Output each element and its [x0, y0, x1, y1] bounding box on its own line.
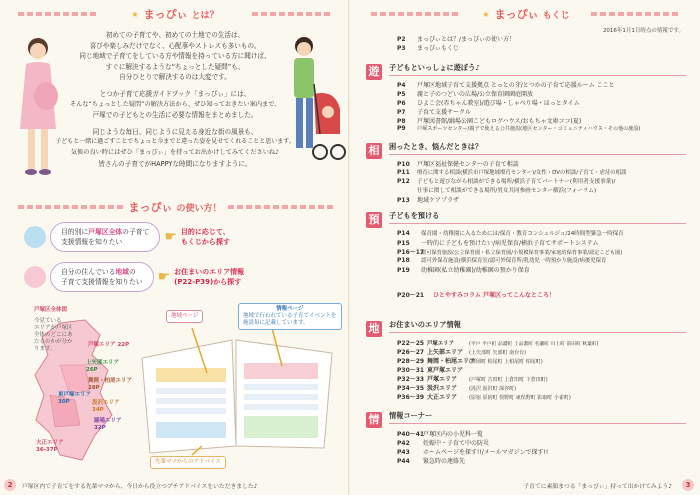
toc-item: P16～17認可保育施設(公立保育園・私立保育園/小規模保育事業/家庭的保育事業/認定こども園)	[397, 249, 623, 256]
intro-line: 子どもと一緒に過ごすことでちょっと今までと違った姿を見せてくれることと思います。	[55, 138, 295, 146]
decorative-wave	[228, 205, 333, 209]
intro-line: すぐに解決するような“ちょっとした疑問”も、	[105, 62, 245, 71]
section-divider	[389, 423, 686, 424]
footer-text: 子育てに素顔まつる「まっぴぃ」持って出かけてみよう♪	[523, 484, 672, 490]
usage-row-2	[24, 262, 244, 292]
category-badge-play: 遊	[366, 64, 382, 80]
intro-line: とつか子育て応援ガイドブック「まっぴぃ」には、	[99, 89, 251, 98]
category-badge-info: 情	[366, 412, 382, 428]
section-divider	[389, 154, 686, 155]
toc-item: P19 幼稚園(私立幼稚園)/幼稚園の預かり保育	[397, 267, 530, 274]
pointing-hand-icon: ☛	[157, 269, 171, 285]
intro-line: 気候の良い時にはぜひ「まっぴぃ」を持ってお出かけしてみてくださいね♪	[70, 148, 280, 156]
decorative-wave	[591, 12, 681, 16]
area-page-callout: 地域ページ	[166, 310, 203, 323]
intro-line: 喜びや楽しみだけでなく、心配事やストレスも多いもの。	[89, 41, 261, 50]
toc-item: P42 妊娠中・子育て中の防災	[397, 440, 490, 447]
toc-item: P28～29 舞岡・柏尾エリア(舞岡町 柏尾町 上柏尾町 柏尾町)	[397, 358, 543, 365]
map-area-label: 東戸塚エリア 30P	[58, 392, 92, 405]
toc-item: P8 戸塚図書館/踊場公園こどもログハウス/おもちゃ文庫ココ(夏)	[397, 118, 582, 125]
section-title: 子どもを預ける	[389, 211, 440, 220]
intro-line: そんな“ちょっとした疑問”の解決方法から、ぜひ知っておきたい案内まで、	[70, 100, 281, 108]
info-date: 2016年1月1日時点の情報です。	[602, 28, 684, 34]
section-divider	[389, 75, 686, 76]
toc-item: P6 ひよこ会(赤ちゃん教室)/遊び場・しゃべり場・ほっとタイム	[397, 100, 580, 107]
map-title: 戸塚区全体図	[34, 307, 68, 313]
usage-pill: 目的別に戸塚区全体の子育て 支援情報を知りたい	[50, 222, 160, 252]
toc-item: P44 緊急時の連絡先	[397, 458, 466, 465]
usage-goal: 目的に応じて、 もくじから探す	[180, 228, 230, 246]
page-number: 3	[682, 479, 694, 491]
star-icon: ★	[131, 9, 140, 19]
toc-item: P32～33 戸塚エリア (戸塚町 吉田町 上倉田町 下倉田町)	[397, 376, 548, 383]
section-title: 情報コーナー	[389, 411, 433, 420]
decorative-wave	[252, 12, 332, 16]
info-page-callout: 情報ページ 地域で行われている子育てイベントを 施設毎に記載しています。	[238, 303, 342, 330]
toc-item: P26～27 上矢部エリア (上矢部町 矢部町 南台台)	[397, 349, 527, 356]
open-book-illustration	[132, 318, 342, 458]
toc-item: 仕事に関して相談ができる場所/男女共同参画センター横浜(フォーラム)	[417, 188, 597, 194]
toc-item: P2 まっぴぃとは？/まっぴぃの使い方！	[397, 36, 516, 43]
usage-banner	[120, 199, 230, 215]
child-icon	[24, 226, 46, 248]
toc-item: P4 戸塚区地域子育て支援拠点 とっとの芽/とつかの子育て応援ルーム ここと	[397, 82, 615, 89]
toc-item: P14 保育園・幼稚園に入るためには/保育・教育コンシェルジュ/24時間型緊急一時保育	[397, 230, 624, 237]
footer-text: 戸塚区内で子育てをする先輩ママから、今日から役立つプチアドバイスをいただきました♪	[22, 484, 258, 490]
toc-item: P12 子どもと遊びながら相談ができる場所/横浜子育てパートナー(利用者支援事業)/	[397, 178, 616, 185]
toc-item: P11 療育に関する相談(横浜市戸塚地域療育センター)/女性・DVの相談/子育て・虐待の相談	[397, 169, 627, 176]
pregnant-woman-illustration	[8, 34, 68, 184]
category-badge-childcare: 預	[366, 212, 382, 228]
intro-line: 同じ地域で子育てをしている方や情報を持っている方に聞けば、	[79, 52, 271, 61]
toc-item: P40～41戸塚区内の小児科一覧	[397, 431, 484, 438]
decorative-wave	[18, 205, 123, 209]
star-icon: ★	[482, 9, 491, 19]
banner-suffix: もくじ	[542, 10, 570, 21]
toc-item-column: P20～21 ひとやすみコラム 戸塚区ってこんなところ！	[397, 292, 556, 299]
toc-item: P10 戸塚区福祉保健センターの子育て相談	[397, 161, 519, 168]
toc-item: P30～31 東戸塚エリア	[397, 367, 464, 374]
toc-banner	[466, 6, 586, 22]
left-page	[0, 0, 349, 495]
page-number: 2	[4, 479, 16, 491]
map-area-label: 上矢部エリア 26P	[86, 360, 120, 373]
usage-row-1	[24, 222, 230, 252]
section-divider	[389, 223, 686, 224]
banner-logo: まっぴぃ	[494, 8, 539, 21]
toc-item: P34～35 汲沢エリア (汲沢 汲沢町 深谷町)	[397, 385, 517, 392]
intro-line: 自分ひとりで解決するのは大変です。	[119, 73, 231, 82]
map-area-label: 舞岡・柏尾エリア 28P	[88, 378, 133, 391]
right-page	[351, 0, 700, 495]
category-badge-consult: 相	[366, 143, 382, 159]
map-area-label: 踊場エリア 32P	[94, 418, 122, 431]
usage-goal: お住まいのエリア情報 (P22-P39)から探す	[174, 268, 245, 286]
section-title: お住まいのエリア情報	[389, 320, 461, 329]
intro-line: 同じような毎日、同じように見える身近な街の風景も、	[92, 127, 258, 136]
toc-item: P9 戸塚スポーツセンター/親子で使える公共施設(地区センター・コミュニティハウス・その他の施設)	[397, 125, 641, 132]
map-area-label: 戸塚エリア 22P	[88, 342, 130, 348]
banner-suffix: の使い方！	[176, 203, 222, 214]
banner-suffix: とは？	[191, 10, 219, 21]
banner-logo: まっぴぃ	[128, 201, 173, 214]
intro-line: 皆さんの子育てがHAPPYな時間になりますように。	[98, 159, 252, 168]
toc-item: P18 認可外保育施設(横浜保育室/認可外保育所/乳幼児一時預かり施設/病後児保育	[397, 257, 607, 264]
toc-item: P15 一時的に子どもを預けたい/病児保育/横浜子育てサポートシステム	[397, 240, 599, 247]
category-badge-area: 地	[366, 321, 382, 337]
toc-item: P3 まっぴぃもくじ	[397, 45, 460, 52]
decorative-wave	[18, 12, 98, 16]
intro-banner	[110, 6, 240, 22]
father-stroller-illustration	[280, 34, 346, 184]
toc-item: P13 地域ケアプラザ	[397, 197, 460, 204]
toc-item: P43 ホームページを探す!!/メールマガジンで探す!!	[397, 449, 549, 456]
intro-text	[55, 30, 295, 169]
advice-callout: 先輩ママからのアドバイス	[150, 456, 226, 469]
toc-item: P5 親と子のつどいの広場/公立保育園園庭開放	[397, 91, 534, 98]
pointing-hand-icon: ☛	[164, 229, 177, 245]
decorative-wave	[371, 12, 461, 16]
section-title: 困ったとき、悩んだときは？	[389, 142, 483, 151]
map-note: 今見ている エリアが戸塚区 全体のどこにあ たるのかが分か ります。	[34, 318, 73, 352]
toc-item: P36～39 大正エリア (原宿 原宿町 俣野町 東俣野町 影取町 小雀町)	[397, 394, 571, 401]
map-area-label: 汲沢エリア 34P	[92, 400, 120, 413]
map-area-label: 大正エリア 36-37P	[36, 440, 64, 453]
banner-logo: まっぴぃ	[143, 8, 188, 21]
usage-pill: 自分の住んでいる地域の 子育て支援情報を知りたい	[50, 262, 154, 292]
toc-item: P7 子育て支援サークル	[397, 109, 471, 116]
child-icon	[24, 266, 46, 288]
toc-item: P22～25 戸塚エリア (平戸 平戸町 品濃町 上品濃町 名瀬町 川上町 前田町 秋葉町)	[397, 340, 599, 347]
intro-line: 戸塚での子どもとの生活に必要な情報をまとめました。	[92, 111, 258, 120]
section-divider	[389, 332, 686, 333]
intro-line: 初めての子育てや、初めての土地での生活は、	[105, 31, 245, 39]
section-title: 子どもといっしょに遊ぼう♪	[389, 63, 480, 72]
